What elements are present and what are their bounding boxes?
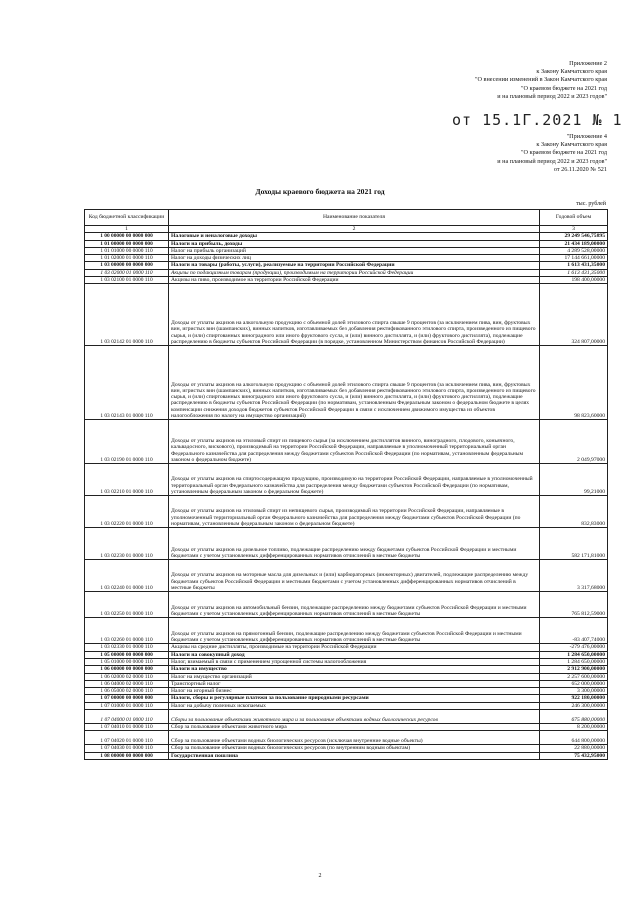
row-amount: 832,83000 (540, 496, 608, 528)
table-row (85, 528, 608, 560)
row-code: 1 07 04010 01 0000 110 (85, 724, 169, 731)
table-row (85, 346, 608, 420)
row-amount: 99,21000 (540, 464, 608, 496)
table-row (85, 560, 608, 592)
row-amount: 644 800,00000 (540, 731, 608, 745)
row-name: Налог на доходы физических лиц (169, 255, 540, 262)
table-header-row (85, 210, 608, 226)
row-amount: 1 284 650,00000 (540, 651, 608, 658)
number-sign: № (592, 111, 603, 129)
row-name: Акцизы на пиво, производимое на территории Российской Федерации (169, 277, 540, 284)
row-name: Налог на добычу полезных ископаемых (169, 702, 540, 709)
row-name: Доходы от уплаты акцизов на спиртосодержащую продукцию, производимую на территории Российской Федерации, направляемые в уполномоченный территориальный орган Федерального казначейства для распределения между бюджетами субъектов Российской Федерации (по нормативам, установленным федеральным законом о федеральном бюджете) (169, 464, 540, 496)
appendix-2-line: и на плановый период 2022 и 2023 годов" (497, 92, 607, 100)
column-number-row (85, 226, 608, 233)
row-code: 1 03 02240 01 0000 110 (85, 560, 169, 592)
row-code: 1 00 00000 00 0000 000 (85, 233, 169, 240)
table-row (85, 710, 608, 724)
row-amount: 2 257 600,00000 (540, 673, 608, 680)
row-amount: 3 317,68000 (540, 560, 608, 592)
row-code: 1 06 05000 02 0000 110 (85, 688, 169, 695)
table-row (85, 284, 608, 346)
header-name: Наименование показателя (169, 210, 540, 226)
row-amount: -83 407,74000 (540, 618, 608, 644)
row-code: 1 03 02230 01 0000 110 (85, 528, 169, 560)
row-name: Доходы от уплаты акцизов на моторные масла для дизельных и (или) карбюраторных (инжекторных) двигателей, подлежащие распределению между бюджетами субъектов Российской Федерации и местными бюджетами с учетом установленных дифференцированных нормативов отчислений в местные бюджеты (169, 560, 540, 592)
table-row (85, 673, 608, 680)
row-name: Налоги на товары (работы, услуги), реализуемые на территории Российской Федерации (169, 262, 540, 269)
appendix-2-line: Приложение 2 (569, 60, 607, 67)
row-amount: 4 289 528,00000 (540, 247, 608, 254)
table-row (85, 240, 608, 247)
row-code: 1 03 02142 01 0000 110 (85, 284, 169, 346)
row-amount: 198 400,00000 (540, 277, 608, 284)
row-amount: 652 000,00000 (540, 680, 608, 687)
row-code: 1 03 02260 01 0000 110 (85, 618, 169, 644)
row-amount: 29 249 546,75895 (540, 233, 608, 240)
row-code: 1 03 02000 01 0000 110 (85, 269, 169, 276)
table-row (85, 666, 608, 673)
table-row (85, 724, 608, 731)
row-name: Доходы от уплаты акцизов на прямогонный бензин, подлежащие распределению между бюджетами субъектов Российской Федерации и местными бюджетами с учетом установленных дифференцированных нормативов отчислений в местные бюджеты (169, 618, 540, 644)
table-row (85, 247, 608, 254)
column-number: 3 (540, 226, 608, 233)
table-row (85, 695, 608, 702)
row-amount: 2 049,97000 (540, 420, 608, 464)
appendix-4-line: от 26.11.2020 № 521 (553, 165, 607, 173)
row-code: 1 08 00000 00 0000 000 (85, 752, 169, 759)
row-name: Транспортный налог (169, 680, 540, 687)
column-number: 1 (85, 226, 169, 233)
row-code: 1 03 00000 00 0000 000 (85, 262, 169, 269)
row-name: Акцизы на средние дистилляты, производимые на территории Российской Федерации (169, 644, 540, 651)
table-row (85, 702, 608, 709)
appendix-4-line: и на плановый период 2022 и 2023 годов" (497, 157, 607, 165)
row-name: Налоги на совокупный доход (169, 651, 540, 658)
table-row (85, 644, 608, 651)
table-row (85, 255, 608, 262)
row-name: Доходы от уплаты акцизов на этиловый спирт из непищевого сырья, производимый на территории Российской Федерации, направляемые в уполномоченный территориальный орган Федерального казначейства для распределения между бюджетами субъектов Российской Федерации (по нормативам, установленным федеральным законом о федеральном бюджете) (169, 496, 540, 528)
appendix-4-line: к Закону Камчатского края (536, 141, 607, 149)
row-name: Налог на прибыль организаций (169, 247, 540, 254)
row-code: 1 03 02250 01 0000 110 (85, 592, 169, 618)
row-code: 1 01 00000 00 0000 000 (85, 240, 169, 247)
row-amount: 22 880,00000 (540, 745, 608, 752)
row-amount: -279 476,00000 (540, 644, 608, 651)
table-row (85, 752, 608, 759)
table-row (85, 680, 608, 687)
row-name: Доходы от уплаты акцизов на алкогольную продукцию с объемной долей этилового спирта свыше 9 процентов (за исключением пива, вин, фруктовых вин, игристых вин (шампанских), винных напитков, изготавливаемых без добавления ректификованного этилового спирта, произведенного из пищевого сырья, и (или) спиртованных виноградного или иного фруктового сусла, и (или) винного дистиллята, и (или) фруктового дистиллята), подлежащие распределению в бюджеты субъектов Российской Федерации (в порядке, установленном Министерством финансов Российской Федерации) (169, 284, 540, 346)
row-amount: 8 200,00000 (540, 724, 608, 731)
row-amount: 1 284 650,00000 (540, 658, 608, 665)
row-name: Налоги на прибыль, доходы (169, 240, 540, 247)
table-row (85, 269, 608, 276)
signature-date-line (452, 111, 623, 129)
row-amount: 98 823,60000 (540, 346, 608, 420)
row-code: 1 05 01000 00 0000 110 (85, 658, 169, 665)
row-amount: 75 432,95000 (540, 752, 608, 759)
row-name: Доходы от уплаты акцизов на этиловый спирт из пищевого сырья (за исключением дистиллятов винного, виноградного, плодового, коньячного, кальвадосного, вискового), производимый на территории Российской Федерации, направляемые в уполномоченный территориальный орган Федерального казначейства для распределения между бюджетами субъектов Российской Федерации (по нормативам, установленным федеральным законом о федеральном бюджете) (169, 420, 540, 464)
appendix-2-line: "О внесении изменений в Закон Камчатского края (475, 76, 607, 84)
document-title: Доходы краевого бюджета на 2021 год (255, 187, 385, 196)
row-name: Налоги, сборы и регулярные платежи за пользование природными ресурсами (169, 695, 540, 702)
row-code: 1 05 00000 00 0000 000 (85, 651, 169, 658)
row-amount: 246 300,00000 (540, 702, 608, 709)
row-name: Сбор за пользование объектами водных биологических ресурсов (исключая внутренние водные объекты) (169, 731, 540, 745)
row-name: Акцизы по подакцизным товарам (продукции), производимым на территории Российской Федерации (169, 269, 540, 276)
table-row (85, 651, 608, 658)
column-number: 2 (169, 226, 540, 233)
row-amount: 1 613 431,35000 (540, 262, 608, 269)
row-amount: 21 434 189,00000 (540, 240, 608, 247)
row-code: 1 07 01000 01 0000 110 (85, 702, 169, 709)
table-row (85, 464, 608, 496)
row-code: 1 03 02190 01 0000 110 (85, 420, 169, 464)
table-row (85, 277, 608, 284)
appendix-4-line: "О краевом бюджете на 2021 год (521, 149, 607, 157)
row-amount: 922 180,00000 (540, 695, 608, 702)
row-code: 1 06 04000 02 0000 110 (85, 680, 169, 687)
row-name: Сбор за пользование объектами водных биологических ресурсов (по внутренним водным объектам) (169, 745, 540, 752)
row-amount: 675 880,00000 (540, 710, 608, 724)
row-code: 1 07 04000 01 0000 110 (85, 710, 169, 724)
appendix-2-line: "О краевом бюджете на 2021 год (521, 84, 607, 92)
row-code: 1 06 00000 00 0000 000 (85, 666, 169, 673)
header-code: Код бюджетной классификации (85, 210, 169, 226)
table-row (85, 745, 608, 752)
row-code: 1 03 02220 01 0000 110 (85, 496, 169, 528)
table-row (85, 496, 608, 528)
table-row (85, 262, 608, 269)
row-code: 1 03 02210 01 0000 110 (85, 464, 169, 496)
appendix-4-header (497, 133, 607, 174)
row-amount: 765 812,59000 (540, 592, 608, 618)
row-name: Налог на игорный бизнес (169, 688, 540, 695)
row-name: Налог на имущество организаций (169, 673, 540, 680)
date-prefix: от (452, 111, 473, 129)
row-code: 1 07 04020 01 0000 110 (85, 731, 169, 745)
table-body (85, 233, 608, 760)
table-row (85, 618, 608, 644)
row-code: 1 03 02330 01 0000 110 (85, 644, 169, 651)
row-code: 1 03 02100 01 0000 110 (85, 277, 169, 284)
row-code: 1 07 00000 00 0000 000 (85, 695, 169, 702)
table-row (85, 592, 608, 618)
row-code: 1 01 02000 01 0000 110 (85, 255, 169, 262)
row-name: Государственная пошлина (169, 752, 540, 759)
table-row (85, 420, 608, 464)
row-code: 1 06 02000 02 0000 110 (85, 673, 169, 680)
row-amount: 2 912 900,00000 (540, 666, 608, 673)
document-number: 1 (612, 111, 623, 129)
row-amount: 17 144 661,00000 (540, 255, 608, 262)
revenue-table (84, 209, 608, 760)
row-name: Налоговые и неналоговые доходы (169, 233, 540, 240)
row-name: Доходы от уплаты акцизов на дизельное топливо, подлежащие распределению между бюджетами субъектов Российской Федерации и местными бюджетами с учетом установленных дифференцированных нормативов отчислений в местные бюджеты (169, 528, 540, 560)
row-code: 1 01 01000 00 0000 110 (85, 247, 169, 254)
table-row (85, 731, 608, 745)
page-number: 2 (318, 873, 322, 879)
row-name: Доходы от уплаты акцизов на алкогольную продукцию с объемной долей этилового спирта свыше 9 процентов (за исключением пива, вин, фруктовых вин, игристых вин (шампанских), винных напитков, изготавливаемых без добавления ректификованного этилового спирта, произведенного из пищевого сырья, и (или) спиртованных виноградного или иного фруктового сусла, и (или) винного дистиллята, и (или) фруктового дистиллята), подлежащие распределению в бюджеты субъектов Российской Федерации (по нормативам, установленным Федеральным законом о федеральном бюджете в целях компенсации снижения доходов бюджетов субъектов Российской Федерации в связи с исключением движимого имущества из объектов налогообложения по налогу на имущество организаций) (169, 346, 540, 420)
row-name: Налог, взимаемый в связи с применением упрощенной системы налогообложения (169, 658, 540, 665)
row-name: Сборы за пользование объектами животного мира и за пользование объектами водных биологических ресурсов (169, 710, 540, 724)
row-amount: 324 807,00000 (540, 284, 608, 346)
row-name: Налоги на имущество (169, 666, 540, 673)
row-name: Доходы от уплаты акцизов на автомобильный бензин, подлежащие распределению между бюджетами субъектов Российской Федерации и местными бюджетами с учетом установленных дифференцированных нормативов отчислений в местные бюджеты (169, 592, 540, 618)
table-row (85, 658, 608, 665)
table-row (85, 233, 608, 240)
table-row (85, 688, 608, 695)
appendix-2-header (475, 60, 607, 101)
appendix-2-line: к Закону Камчатского края (536, 68, 607, 76)
appendix-4-line: "Приложение 4 (566, 133, 607, 140)
row-code: 1 03 02143 01 0000 110 (85, 346, 169, 420)
stamped-date: 15.1Г.2021 (482, 111, 583, 129)
row-amount: 1 613 431,35000 (540, 269, 608, 276)
row-name: Сбор за пользование объектами животного мира (169, 724, 540, 731)
row-code: 1 07 04030 01 0000 110 (85, 745, 169, 752)
header-amount: Годовой объем (540, 210, 608, 226)
row-amount: 3 300,00000 (540, 688, 608, 695)
units-label: тыс. рублей (576, 201, 606, 207)
row-amount: 582 171,81000 (540, 528, 608, 560)
